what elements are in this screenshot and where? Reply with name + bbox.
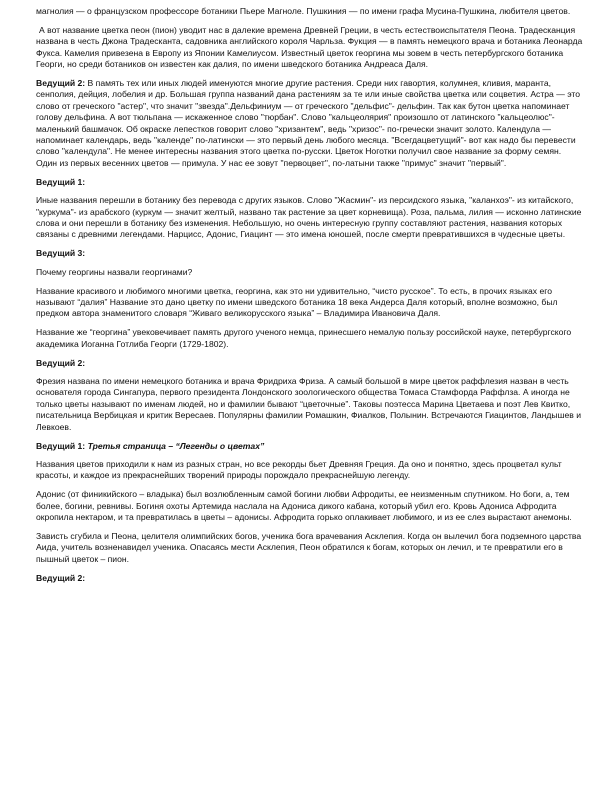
paragraph-georgi: Название же “георгина” увековечивает память другого ученого немца, принесшего немалую пользу российской науке, петербургского академика Иоганна Готлиба Георги (1729-1802). <box>36 327 572 349</box>
paragraph-question: Почему георгины назвали георгинами? <box>36 266 193 277</box>
paragraph-georgina-dalia: Название красивого и любимого многими цветка, георгина, как это ни удивительно, “чисто русское”. То есть, в прочих языках его называют “далия” Название это дано цветку по имени шведского ботаника 18 века Андерса Даля который, вполне возможно, был предком автора знаменитого словаря “Живаго великорусского языка” – Владимира Ивановича Даля. <box>36 285 558 319</box>
speaker-heading: Ведущий 3: <box>36 248 86 259</box>
paragraph-speaker2-names <box>36 78 584 169</box>
paragraph-magnoliya: магнолия — о французском профессоре ботаники Пьере Магноле. Пушкиния — по имени графа Мусина-Пушкина, любителя цветов. <box>36 6 571 16</box>
document-page <box>36 6 584 591</box>
section-title: Третья страница – “Легенды о цветах” <box>87 440 265 451</box>
paragraph-adonis: Адонис (от финикийского – владыка) был возлюбленным самой богини любви Афродиты, ее неизменным спутником. Но боги, а, тем более, богини, ревнивы. Богиня охоты Артемида наслала на Адониса дикого кабана, который убил его. Кровь Адониса Афродита окропила нектаром, и та превратилась в цветы – адонисы. Афродита горько оплакивает любимого, и из ее слез вырастают анемоны. <box>36 489 572 523</box>
paragraph-freziya: Фрезия названа по имени немецкого ботаника и врача Фридриха Фриза. А самый большой в мире цветок раффлезия назван в честь основателя города Сингапура, первого президента Лондонского зоологического общества Томаса Стамфорда Раффлза. А иногда не только цветы называют по именам людей, но и фамилии бывают “цветочные”. Таковы поэтесса Марина Цветаева и поэт Лев Квитко, писательница Вербицкая и критик Вересаев. Популярны фамилии Ромашкин, Фиалков, Полынин. Встречаются Гиацинтов, Ландышев и Левкоев. <box>36 376 582 432</box>
paragraph-peon-legend: Зависть сгубила и Пеона, целителя олимпийских богов, ученика бога врачевания Асклепия. Когда он вылечил бога подземного царства Аида, учитель возненавидел ученика. Опасаясь мести Асклепия, Пеон обратился к богам, которых он лечил, и те превратили его в пышный цветок – пион. <box>36 531 582 564</box>
section-heading-legends <box>36 441 584 452</box>
paragraph-peon: А вот название цветка пеон (пион) уводит нас в далекие времена Древней Греции, в честь естествоиспытателя Пеона. Традесканция названа в честь Джона Традесканта, садовника английского короля Чарльза. Фукция — в память немецкого врача и ботаника Леонарда Фукса. Камелия привезена в Европу из Японии Камелиусом. Известный цветок георгина мы зовем в честь петербургского ботаника Георги, но среди ботаников он известен как далия, по имени шведского ботаника Андреаса Даля. <box>36 24 583 70</box>
speaker-heading: Ведущий 2: <box>36 572 86 583</box>
speaker-heading: Ведущий 2: <box>36 357 86 368</box>
paragraph-foreign-names: Иные названия перешли в ботанику без перевода с других языков. Слово "Жасмин"- из персидского языка, "каланхоэ"- из китайского, "куркума"- из арабского (куркум — значит желтый, названо так растение за цвет корневища). Роза, пальма, лилия — исконно латинские слова и они перешли в ботанику без изменения. Небольшую, но очень интересную группу составляют растения, названия которых связаны с древними легендами. Нарцисс, Адонис, Гиацинт — это имена юношей, после смерти превратившихся в чудесные цветы. <box>36 195 582 240</box>
speaker-label: Ведущий 2: <box>36 78 86 89</box>
paragraph-text: В память тех или иных людей именуются многие другие растения. Среди них гавортия, колумнея, кливия, маранта, сенполия, дейция, лобелия и др. Большая группа названий дана растениям за те или иные свойства цветка или соцветия. Астра — это слово от греческого "астер", что значит "звезда".Дельфиниум — от греческого "дельфис"- дельфин. Так как бутон цветка напоминает голову дельфина. А вот тюльпана — искаженное слово "тюрбан". Слово "кальцеолярия" произошло от латинского "кальцеолюс"- маленький башмачок. Об окраске лепестков говорит слово "хризантем", ведь "хризос"- по-гречески значит золото. Календула — напоминает календарь, ведь "календе" по-латински — это первый день любого месяца. "Всегдацветущий"- вот как надо бы перевести слово "календула". Не менее интересны названия этого цветка по-русски. Цветок Ноготки получил свое название за форму семян. Один из первых весенних цветов — примула. У нас ее зовут "первоцвет", по-латыни также "примус" значит "первый". <box>36 78 581 168</box>
paragraph-greece: Названия цветов приходили к нам из разных стран, но все рекорды бьет Древняя Греция. Да оно и понятно, здесь процветал культ красоты, и каждое из прекраснейших творений природы порождало прекраснейшую легенду. <box>36 459 562 481</box>
speaker-heading: Ведущий 1: <box>36 176 86 187</box>
speaker-label: Ведущий 1: <box>36 440 88 451</box>
